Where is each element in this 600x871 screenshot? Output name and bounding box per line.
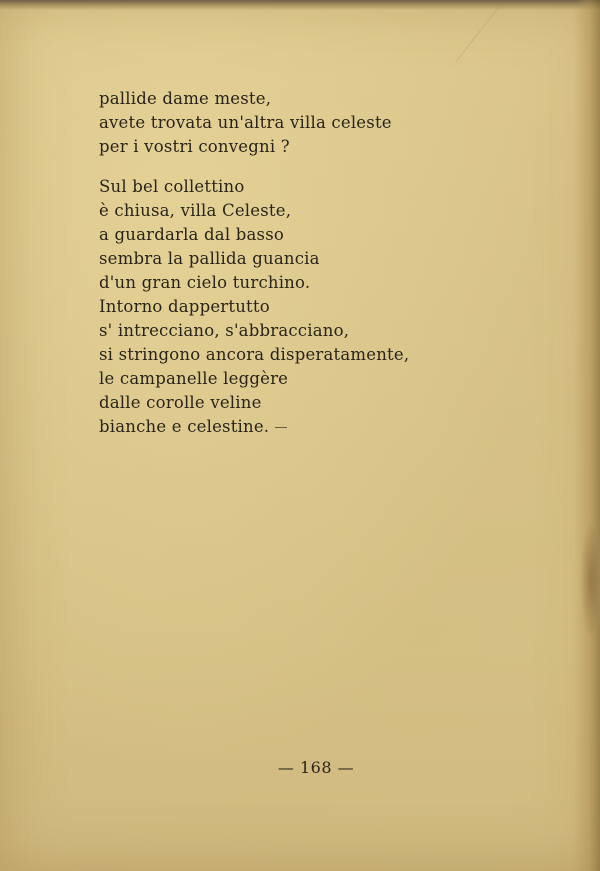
poem-line: Sul bel collettino <box>99 177 245 196</box>
page-number: — 168 — <box>277 758 355 777</box>
end-dash-mark <box>275 427 287 428</box>
poem-line: a guardarla dal basso <box>99 225 285 244</box>
poem-line: d'un gran cielo turchino. <box>99 273 311 292</box>
poem-line-text: bianche e celestine. <box>99 417 270 436</box>
poem-line: per i vostri convegni ? <box>99 137 290 156</box>
poem-line: le campanelle leggère <box>99 369 289 388</box>
page-top-edge <box>0 0 600 10</box>
poem-line: pallide dame meste, <box>99 89 272 108</box>
stanza <box>99 87 499 159</box>
poem-line-last <box>99 415 499 439</box>
page-right-edge <box>574 0 600 871</box>
poem-text <box>99 87 499 439</box>
stanza <box>99 175 499 439</box>
poem-line: Intorno dappertutto <box>99 297 270 316</box>
poem-line: s' intrecciano, s'abbracciano, <box>99 321 350 340</box>
foxing-stain <box>580 520 598 640</box>
poem-line: sembra la pallida guancia <box>99 249 320 268</box>
poem-line: avete trovata un'altra villa celeste <box>99 113 392 132</box>
poem-line: si stringono ancora disperatamente, <box>99 345 410 364</box>
poem-line: dalle corolle veline <box>99 393 262 412</box>
poem-line: è chiusa, villa Celeste, <box>99 201 292 220</box>
